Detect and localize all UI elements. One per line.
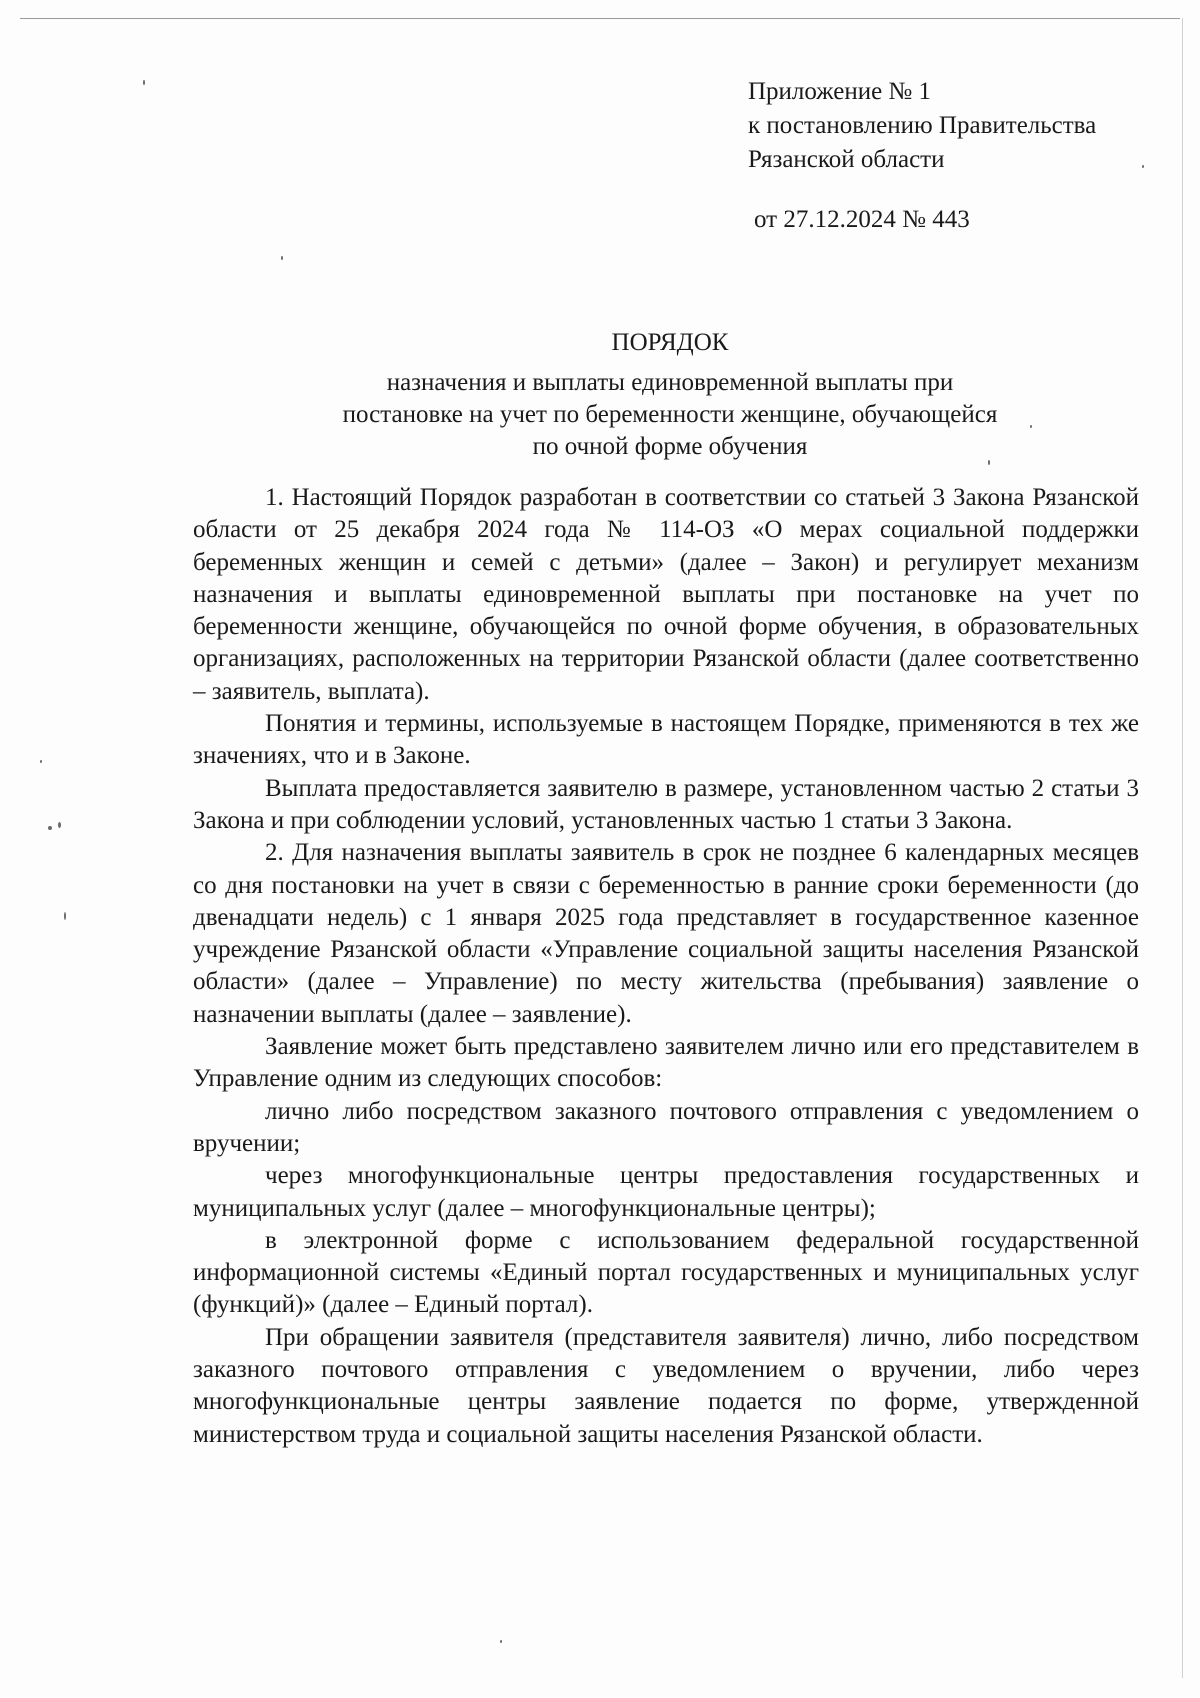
title-line-2: постановке на учет по беременности женщине, обучающейся [342,401,998,428]
scan-edge-right [1182,18,1183,1678]
scan-speck [988,460,990,465]
appendix-line-1: Приложение № 1 [748,78,932,105]
scan-speck [58,822,61,828]
paragraph-6: лично либо посредством заказного почтового отправления с уведомлением о вручении; [193,1097,1139,1157]
paragraph-4: 2. Для назначения выплаты заявитель в срок не позднее 6 календарных месяцев со дня постановки на учет в связи с беременностью в ранние сроки беременности (до двенадцати недель) с 1 января 2025 года представляет в государственное казенное учреждение Рязанской области «Управление социальной защиты населения Рязанской области» (далее – Управление) по месту жительства (пребывания) заявление о назначении выплаты (далее – заявление). [193,839,1139,1028]
document-body [193,482,1139,1451]
title-line-1: назначения и выплаты единовременной выплаты при [386,369,954,396]
paragraph-2: Понятия и термины, используемые в настоящем Порядке, применяются в тех же значениях, что и в Законе. [193,710,1139,770]
scan-speck [48,826,52,830]
paragraph-9: При обращении заявителя (представителя заявителя) лично, либо посредством заказного почтового отправления с уведомлением о вручении, либо через многофункциональные центры заявление подается по форме, утвержденной министерством труда и социальной защиты населения Рязанской области. [193,1323,1139,1448]
scan-speck [281,256,283,260]
appendix-line-2: к постановлению Правительства [748,112,1097,139]
scan-speck [1030,425,1032,428]
document-title [200,327,1140,463]
paragraph-8: в электронной форме с использованием федеральной государственной информационной системы «Единый портал государственных и муниципальных услуг (функций)» (далее – Единый портал). [193,1226,1139,1319]
paragraph-1: 1. Настоящий Порядок разработан в соответствии со статьей 3 Закона Рязанской области от 25 декабря 2024 года № 114-ОЗ «О мерах социальной поддержки беременных женщин и семей с детьми» (далее – Закон) и регулирует механизм назначения и выплаты единовременной выплаты при постановке на учет по беременности женщине, обучающейся по очной форме обучения, в образовательных организациях, расположенных на территории Рязанской области (далее соответственно – заявитель, выплата). [193,484,1139,705]
title-heading: ПОРЯДОК [611,329,729,356]
appendix-date: от 27.12.2024 № 443 [754,206,970,233]
appendix-line-3: Рязанской области [748,146,945,173]
scan-edge-top [20,18,1180,19]
appendix-block [748,75,1168,237]
paragraph-3: Выплата предоставляется заявителю в размере, установленном частью 2 статьи 3 Закона и при соблюдении условий, установленных частью 1 статьи 3 Закона. [193,774,1139,834]
scan-speck [143,80,145,85]
scan-speck [64,912,66,920]
paragraph-7: через многофункциональные центры предоставления государственных и муниципальных услуг (далее – многофункциональные центры); [193,1162,1139,1222]
scan-speck [1142,165,1144,168]
scan-speck [500,1640,502,1643]
title-line-3: по очной форме обучения [532,433,808,460]
scan-speck [40,760,42,763]
paragraph-5: Заявление может быть представлено заявителем лично или его представителем в Управление одним из следующих способов: [193,1033,1139,1093]
